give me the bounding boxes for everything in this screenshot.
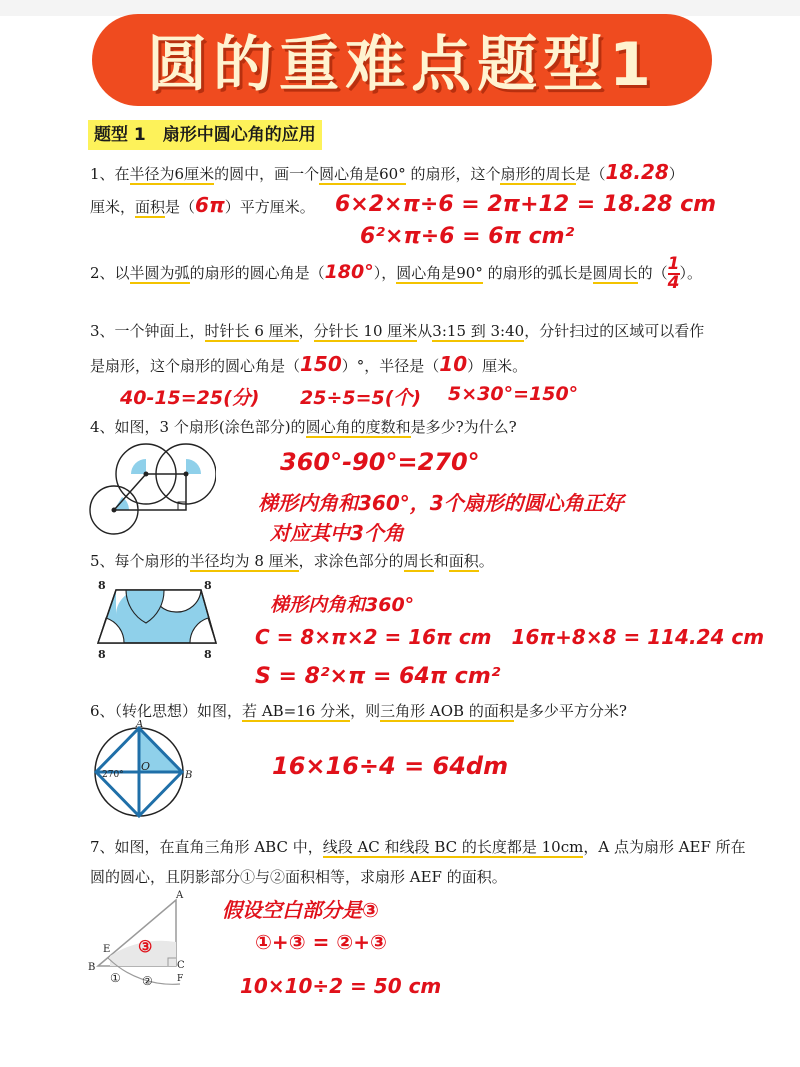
q3-answer-angle: 150 [300,352,342,376]
q6-label-angle: 270° [102,770,124,780]
q2-key-semicircle: 半圆为弧 [129,264,190,282]
q1-answer-perimeter: 18.28 [605,160,669,184]
q2-line [90,256,702,292]
q6-figure [82,720,202,830]
q1-text: ）平方厘米。 [224,198,315,216]
q3-text: 从 [417,322,433,340]
q3-line1 [90,320,704,341]
q1-text: 的扇形，这个 [405,165,501,183]
q5-text: ，求涂色部分的 [298,552,404,570]
q4-point [112,508,117,513]
q4-text: 是多少?为什么? [410,418,517,436]
q5-text: 。 [478,552,494,570]
q7-label-3: ③ [138,937,153,956]
q2-fraction-numerator: 1 [667,254,680,274]
q4-work-2: 梯形内角和360°，3个扇形的圆心角正好 [258,491,624,515]
q2-text: 的扇形的圆心角是（ [189,264,325,282]
q2-key-circumference: 圆周长 [592,264,638,282]
q1-key-radius: 半径为6厘米 [129,165,215,183]
q1-text: ） [668,165,684,183]
q1-key-angle: 圆心角是60° [319,165,406,183]
q3-text: 是扇形，这个扇形的圆心角是（ [90,357,301,375]
q5-label-8: 8 [204,579,212,592]
q3-text: ）厘米。 [467,357,528,375]
q4-text: 4、如图，3 个扇形(涂色部分)的 [90,418,306,436]
q4-sector-2 [186,459,201,474]
q2-text: 的扇形的弧长是 [482,264,593,282]
q4-sector-1 [131,459,146,474]
q6-line [90,700,627,721]
q5-work-2: C = 8×π×2 = 16π cm 16π+8×8 = 114.24 cm [255,625,765,649]
q7-figure [86,884,196,994]
q7-label-c: C [177,960,185,971]
q3-key-hour-hand: 时针长 6 厘米 [204,322,299,340]
q1-line1 [90,160,684,184]
q1-text: 1、在 [90,165,130,183]
q7-label-1: ① [110,971,121,985]
q5-label-8: 8 [98,579,106,592]
q5-text: 和 [433,552,449,570]
q5-figure [86,578,226,663]
q7-key-lengths: 线段 AC 和线段 BC 的长度都是 10cm [322,838,584,856]
q3-text: ）°，半径是（ [341,357,440,375]
q2-text: ）， [373,264,397,282]
q7-line1 [90,836,746,857]
q6-key-triangle-area: 三角形 AOB 的面积 [380,702,514,720]
q5-key-radius: 半径均为 8 厘米 [189,552,299,570]
q6-label-a: A [136,720,144,730]
q5-text: 5、每个扇形的 [90,552,190,570]
q5-label-8: 8 [98,648,106,661]
q6-key-ab: 若 AB=16 分米 [242,702,351,720]
q7-label-e: E [103,944,111,955]
q7-label-2: ② [142,974,153,988]
q4-line [90,416,517,437]
q5-label-8: 8 [204,648,212,661]
q3-answer-radius: 10 [439,352,468,376]
q2-text: 2、以 [90,264,130,282]
q1-text: 的圆中，画一个 [214,165,320,183]
q2-text: 的（ [637,264,668,282]
q7-label-b: B [88,962,96,973]
page-title: 圆的重难点题型1 [147,30,657,100]
q1-text: 厘米， [90,198,136,216]
q3-work-3: 5×30°=150° [448,383,579,405]
q3-work-2: 25÷5=5(个) [300,387,422,409]
q2-fraction-denominator: 4 [667,273,680,293]
q4-work-3: 对应其中3个角 [270,521,404,545]
q5-key-perimeter: 周长 [403,552,434,570]
q5-key-area: 面积 [448,552,479,570]
q7-label-a: A [176,890,184,901]
q1-answer-area: 6π [195,193,225,217]
q1-key-area: 面积 [135,198,166,216]
q7-text: ，A 点为扇形 AEF 所在 [583,838,746,856]
q1-line2 [90,193,315,217]
q6-text: 6、（转化思想）如图， [90,702,243,720]
q6-text: ，则 [350,702,381,720]
q7-work-1: 假设空白部分是③ [222,898,379,922]
q7-label-f: F [177,974,184,984]
q7-work-2: ①+③ = ②+③ [255,930,387,954]
q6-label-b: B [185,770,193,781]
q7-text: 7、如图，在直角三角形 ABC 中， [90,838,323,856]
q3-text: ， [298,322,314,340]
q1-work-line2: 6²×π÷6 = 6π cm² [360,224,575,249]
q2-text: ）。 [679,264,703,282]
q5-work-3: S = 8²×π = 64π cm² [255,664,501,689]
q1-text: 是（ [575,165,606,183]
q3-work-1: 40-15=25(分) [120,387,260,409]
q5-line [90,550,494,571]
q6-text: 是多少平方分米? [513,702,627,720]
q4-figure [86,440,216,540]
q4-point [184,472,189,477]
q1-key-perimeter: 扇形的周长 [500,165,576,183]
title-banner [92,14,712,106]
q3-key-minute-hand: 分针长 10 厘米 [313,322,418,340]
q2-key-angle: 圆心角是90° [396,264,483,282]
q7-work-3: 10×10÷2 = 50 cm [240,974,442,998]
q6-label-o: O [141,760,151,773]
q1-text: 是（ [165,198,196,216]
q3-text: ，分针扫过的区域可以看作 [524,322,705,340]
q7-line2: 圆的圆心，且阴影部分①与②面积相等，求扇形 AEF 的面积。 [90,868,507,886]
q4-point [144,472,149,477]
q3-key-time: 3:15 到 3:40 [432,322,525,340]
section-heading: 题型 1 扇形中圆心角的应用 [88,120,322,150]
q2-answer-fraction [668,256,680,292]
q4-key-angle-sum: 圆心角的度数和 [305,418,411,436]
q1-work-line1: 6×2×π÷6 = 2π+12 = 18.28 cm [335,192,717,217]
q4-work-1: 360°-90°=270° [280,448,480,476]
q5-work-1: 梯形内角和360° [270,594,415,616]
q3-line2 [90,352,527,376]
q6-work-1: 16×16÷4 = 64dm [272,752,509,780]
q2-answer-angle: 180° [324,261,374,283]
q3-text: 3、一个钟面上， [90,322,205,340]
